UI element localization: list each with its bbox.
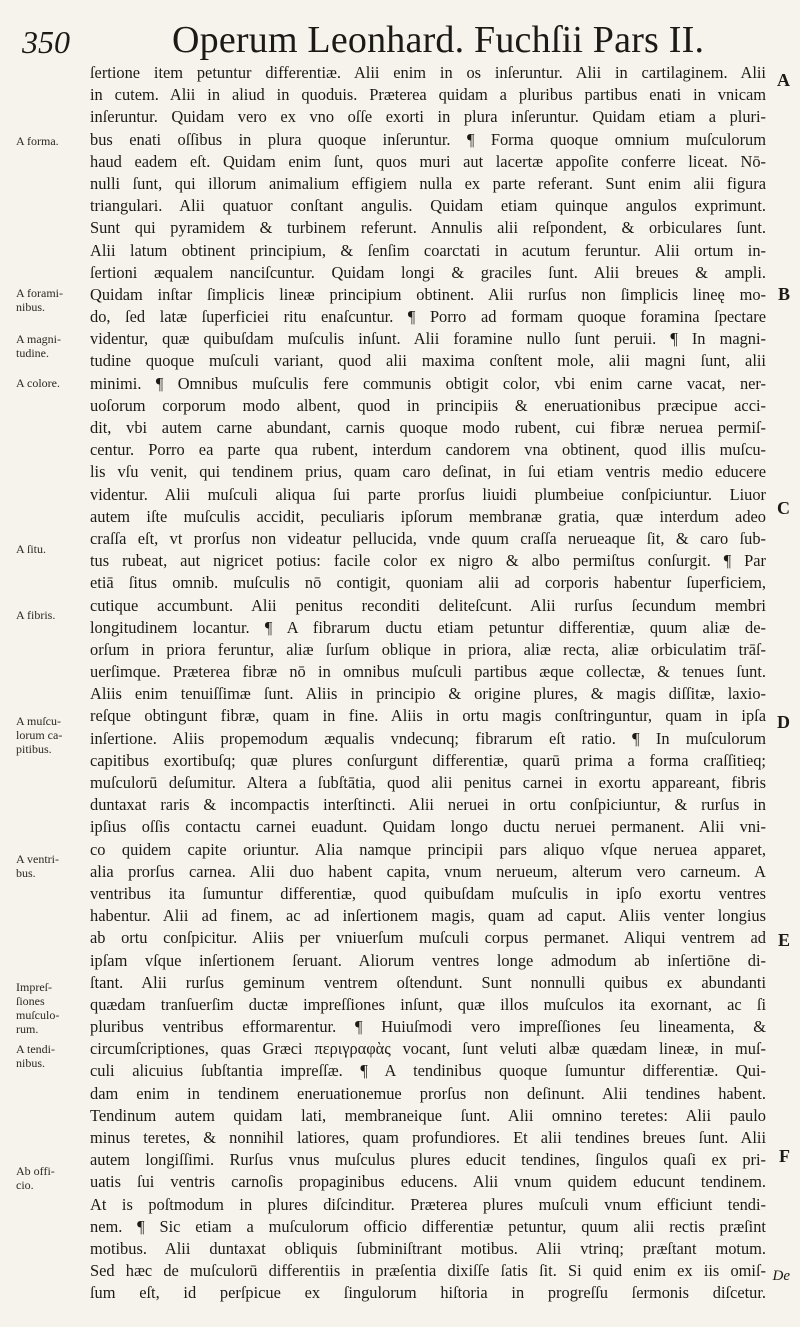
section-letter: D [777, 712, 790, 732]
margin-note: A ventri- bus. [16, 852, 59, 880]
text-line: inſertione. Aliis propemodum æqualis vndecunq; fibrarum eſt ratio. ¶ In muſculorum [90, 728, 766, 748]
text-line: ſertioni æqualem nanciſcuntur. Quidam longi & graciles ſunt. Alii breues & ampli. [90, 262, 766, 282]
margin-note: A forma. [16, 134, 59, 148]
text-line: nem. ¶ Sic etiam a muſculorum officio differentiæ petuntur, quum alii rectis præſint [90, 1216, 766, 1236]
text-line: At is poſtmodum in plures diſcinditur. Præterea plures muſculi vnum efficiunt tendi- [90, 1194, 766, 1214]
text-line: motibus. Alii duntaxat obliquis ſubminiſtrant motibus. Alii vtrinq; præſtant motum. [90, 1238, 766, 1258]
text-line: uoſorum corporum modo albent, quod in principiis & eneruationibus præcipue acci- [90, 395, 766, 415]
text-line: muſculorū deſumitur. Altera a ſubſtātia, quod alii penitus carnei in exortu appareant, fibris [90, 773, 766, 792]
text-line: etiā ſitus omnib. muſculis nō contigit, quoniam alii ad corporis habentur ſuperficiem, [90, 573, 766, 593]
margin-note: A muſcu- lorum ca- pitibus. [16, 714, 63, 756]
text-line: uerſimque. Præterea fibræ nō in omnibus muſculi partibus æque collectæ, & tenues ſunt. [90, 662, 766, 682]
margin-note: Ab offi- cio. [16, 1164, 55, 1192]
margin-note: A magni- tudine. [16, 332, 61, 360]
text-line: Sunt qui pyramidem & turbinem referunt. Annulis alii reſpondent, & orbiculares ſunt. [90, 218, 766, 238]
text-line: culi alicuius ſubſtantia impreſſæ. ¶ A tendinibus quoque ſumuntur differentiæ. Qui- [90, 1061, 766, 1081]
running-title: Operum Leonhard. Fuchſii Pars II. [172, 19, 705, 61]
text-line: centur. Porro ea parte qua rubent, interdum candorem vna obtinent, quod illis muſcu- [90, 440, 766, 460]
text-line: triangulari. Alii quatuor conſtant angulis. Quidam etiam quinque angulos exprimunt. [90, 196, 766, 216]
text-line: do, ſed latæ ſuperficiei ritu enaſcuntur. ¶ Porro ad formam quoque foramina ſpectare [90, 307, 766, 327]
text-line: circumſcriptiones, quas Græci περιγραφὰς vocant, ſunt veluti albæ quædam lineæ, in muſ- [90, 1039, 766, 1059]
text-line: Aliis enim tenuiſſimæ ſunt. Aliis in principio & origine plures, & magis diſſitæ, laxio- [90, 684, 766, 704]
text-line: ſertione item petuntur differentiæ. Alii enim in os inſeruntur. Alii in cartilaginem. Alii [90, 63, 766, 82]
text-line: quædam tranſuerſim ductæ impreſſiones inſunt, quæ illos muſculos ita exornant, ac ſi [90, 994, 766, 1014]
text-line: duntaxat raris & incompactis interſtincti. Alii neruei in ortu conſpiciuntur, & rurſus in [90, 795, 766, 815]
text-line: ventribus ita ſumuntur differentiæ, quod quibuſdam muſculis in ipſo exortu ventres [90, 883, 766, 903]
text-line: co quidem capite oriuntur. Alia namque principii pars aliquo vſque neruea apparet, [90, 839, 766, 859]
text-line: longitudinem locantur. ¶ A fibrarum ductu etiam petuntur differentiæ, quum aliæ de- [90, 617, 766, 637]
margin-note: A ſitu. [16, 542, 47, 556]
body-text [90, 62, 766, 1327]
text-line: Sed hæc de muſculorū differentiis in præſentia dixiſſe ſatis ſit. Si quid enim ex iis omiſ- [90, 1261, 766, 1281]
section-letter-markers [764, 62, 790, 1282]
text-line: videntur. Alii muſculi aliqua ſui parte prorſus liuidi plumbeiue conſpiciuntur. Liuor [90, 484, 766, 504]
margin-note: A colore. [16, 376, 60, 390]
section-letter: E [777, 930, 790, 950]
text-line: craſſa eſt, vt prorſus non videatur pellucida, vnde quum craſſa nerueaque ſit, & caro ſub- [90, 528, 766, 548]
text-line: ab ortu conſpicitur. Aliis per vniuerſum muſculi corpus permanet. Aliqui ventrem ad [90, 928, 766, 948]
text-line: ſtant. Alii rurſus geminum ventrem oſtendunt. Sunt nonnulli quibus ex abundanti [90, 972, 766, 992]
text-line: in cutem. Alii in aliud in quoduis. Præterea quidam a pluribus partibus enati in vnicam [90, 85, 766, 105]
text-line: inſeruntur. Quidam vero ex vno oſſe exorti in plura inſeruntur. Quidam etiam a pluri- [90, 107, 766, 127]
page-number: 350 [22, 24, 70, 60]
text-line: tudine quoque muſculi variant, quod alii maxima conſtent mole, alii magni ſunt, alii [90, 351, 766, 371]
text-line: nulli ſunt, qui illorum animalium effigiem nulla ex parte referant. Sunt enim alii figura [90, 173, 766, 193]
text-line: Alii latum obtinent principium, & ſenſim coarctati in acutum feruntur. Alii ortum in- [90, 240, 766, 260]
text-line: ipſam vſque inſertionem ſeruant. Aliorum ventres longe admodum ab inſertiōne di- [90, 950, 766, 970]
text-line: reſque obtingunt fibræ, quam in fine. Aliis in ortu magis conſtringuntur, quam in ipſa [90, 706, 766, 726]
text-line: autem longiſſimi. Rurſus vnus muſculus plures educit tendines, ſingulos quaſi ex pri- [90, 1150, 766, 1170]
text-line: ſum eſt, id perſpicue ex ſingulorum hiſtoria in progreſſu ſermonis diſcetur. [90, 1283, 766, 1303]
text-line: Quidam inſtar ſimplicis lineæ principium obtinent. Alii rurſus non ſimplicis lineę mo- [90, 284, 766, 304]
text-line: uatis ſui ventris carnoſis propaginibus educens. Alii vnum quidem educunt tendinem. [90, 1172, 766, 1192]
text-line: pluribus ventribus efformarentur. ¶ Huiuſmodi vero impreſſiones ſeu lineamenta, & [90, 1017, 766, 1037]
text-line: cutique accumbunt. Alii penitus reconditi deliteſcunt. Alii rurſus ſecundum membri [90, 595, 766, 615]
text-line: autem iſte muſculis accidit, peculiaris ipſorum membranæ gratia, quæ interdum adeo [90, 506, 766, 526]
text-line: habentur. Alii ad finem, ac ad inſertionem magis, quam ad caput. Aliis venter longius [90, 906, 766, 926]
margin-notes [16, 62, 86, 1282]
section-letter: B [777, 284, 790, 304]
text-line [90, 1305, 766, 1327]
text-line: minimi. ¶ Omnibus muſculis fere communis obtigit color, vbi enim carne vacat, ner- [90, 373, 766, 393]
margin-note: A forami- nibus. [16, 286, 63, 314]
text-line: ipſius oſſis contactu carnei euadunt. Quidam longo ductu neruei permanent. Alii vni- [90, 817, 766, 837]
section-letter: C [777, 498, 790, 518]
margin-note: Impreſ- ſiones muſculo- rum. [16, 980, 60, 1036]
text-line: minus teretes, & nonnihil latiores, quam profundiores. Et alii tendines breues ſunt. Alii [90, 1128, 766, 1147]
text-line: capitibus exortibuſq; quæ plures conſurgunt differentiæ, quarū prima a forma craſſitieq; [90, 750, 766, 770]
text-line: haud eadem eſt. Quidam enim ſunt, quos muri aut lacertæ appoſite conferre liceat. Nō- [90, 151, 766, 171]
margin-note: A tendi- nibus. [16, 1042, 55, 1070]
section-letter: A [777, 70, 790, 90]
text-line: alia prorſus carnea. Alii duo habent capita, vnum nerueum, alterum vero carneum. A [90, 861, 766, 881]
text-line: dit, vbi autem carne abundant, carnis quoque modo rubent, cui fibræ neruea permiſ- [90, 418, 766, 437]
text-line: videntur, quæ quibuſdam muſculis inſunt. Alii foramine nullo ſunt peruii. ¶ In magni- [90, 329, 766, 349]
text-line: orſum in priora feruntur, aliæ ſurſum oblique in priora, aliæ recta, aliæ orbiculatim trāſ- [90, 639, 766, 659]
text-line: lis vſu venit, qui tendinem prius, quam caro deſinat, in ſui etiam ventris medio educere [90, 462, 766, 482]
text-line: bus enati oſſibus in plura quoque inſeruntur. ¶ Forma quoque omnium muſculorum [90, 129, 766, 149]
margin-note: A fibris. [16, 608, 56, 622]
text-line: Tendinum autem quidam lati, membraneique ſunt. Alii omnino teretes: Alii paulo [90, 1105, 766, 1125]
catchword: De [772, 1268, 790, 1284]
page-header [22, 18, 778, 62]
text-line: tus rubeat, aut nigricet potius: facile color ex nigro & albo permiſtus conſurgit. ¶ Par [90, 551, 766, 571]
text-line: dam enim in tendinem eneruationemue prorſus non deſinunt. Alii tendines habent. [90, 1083, 766, 1103]
section-letter: F [779, 1146, 790, 1166]
